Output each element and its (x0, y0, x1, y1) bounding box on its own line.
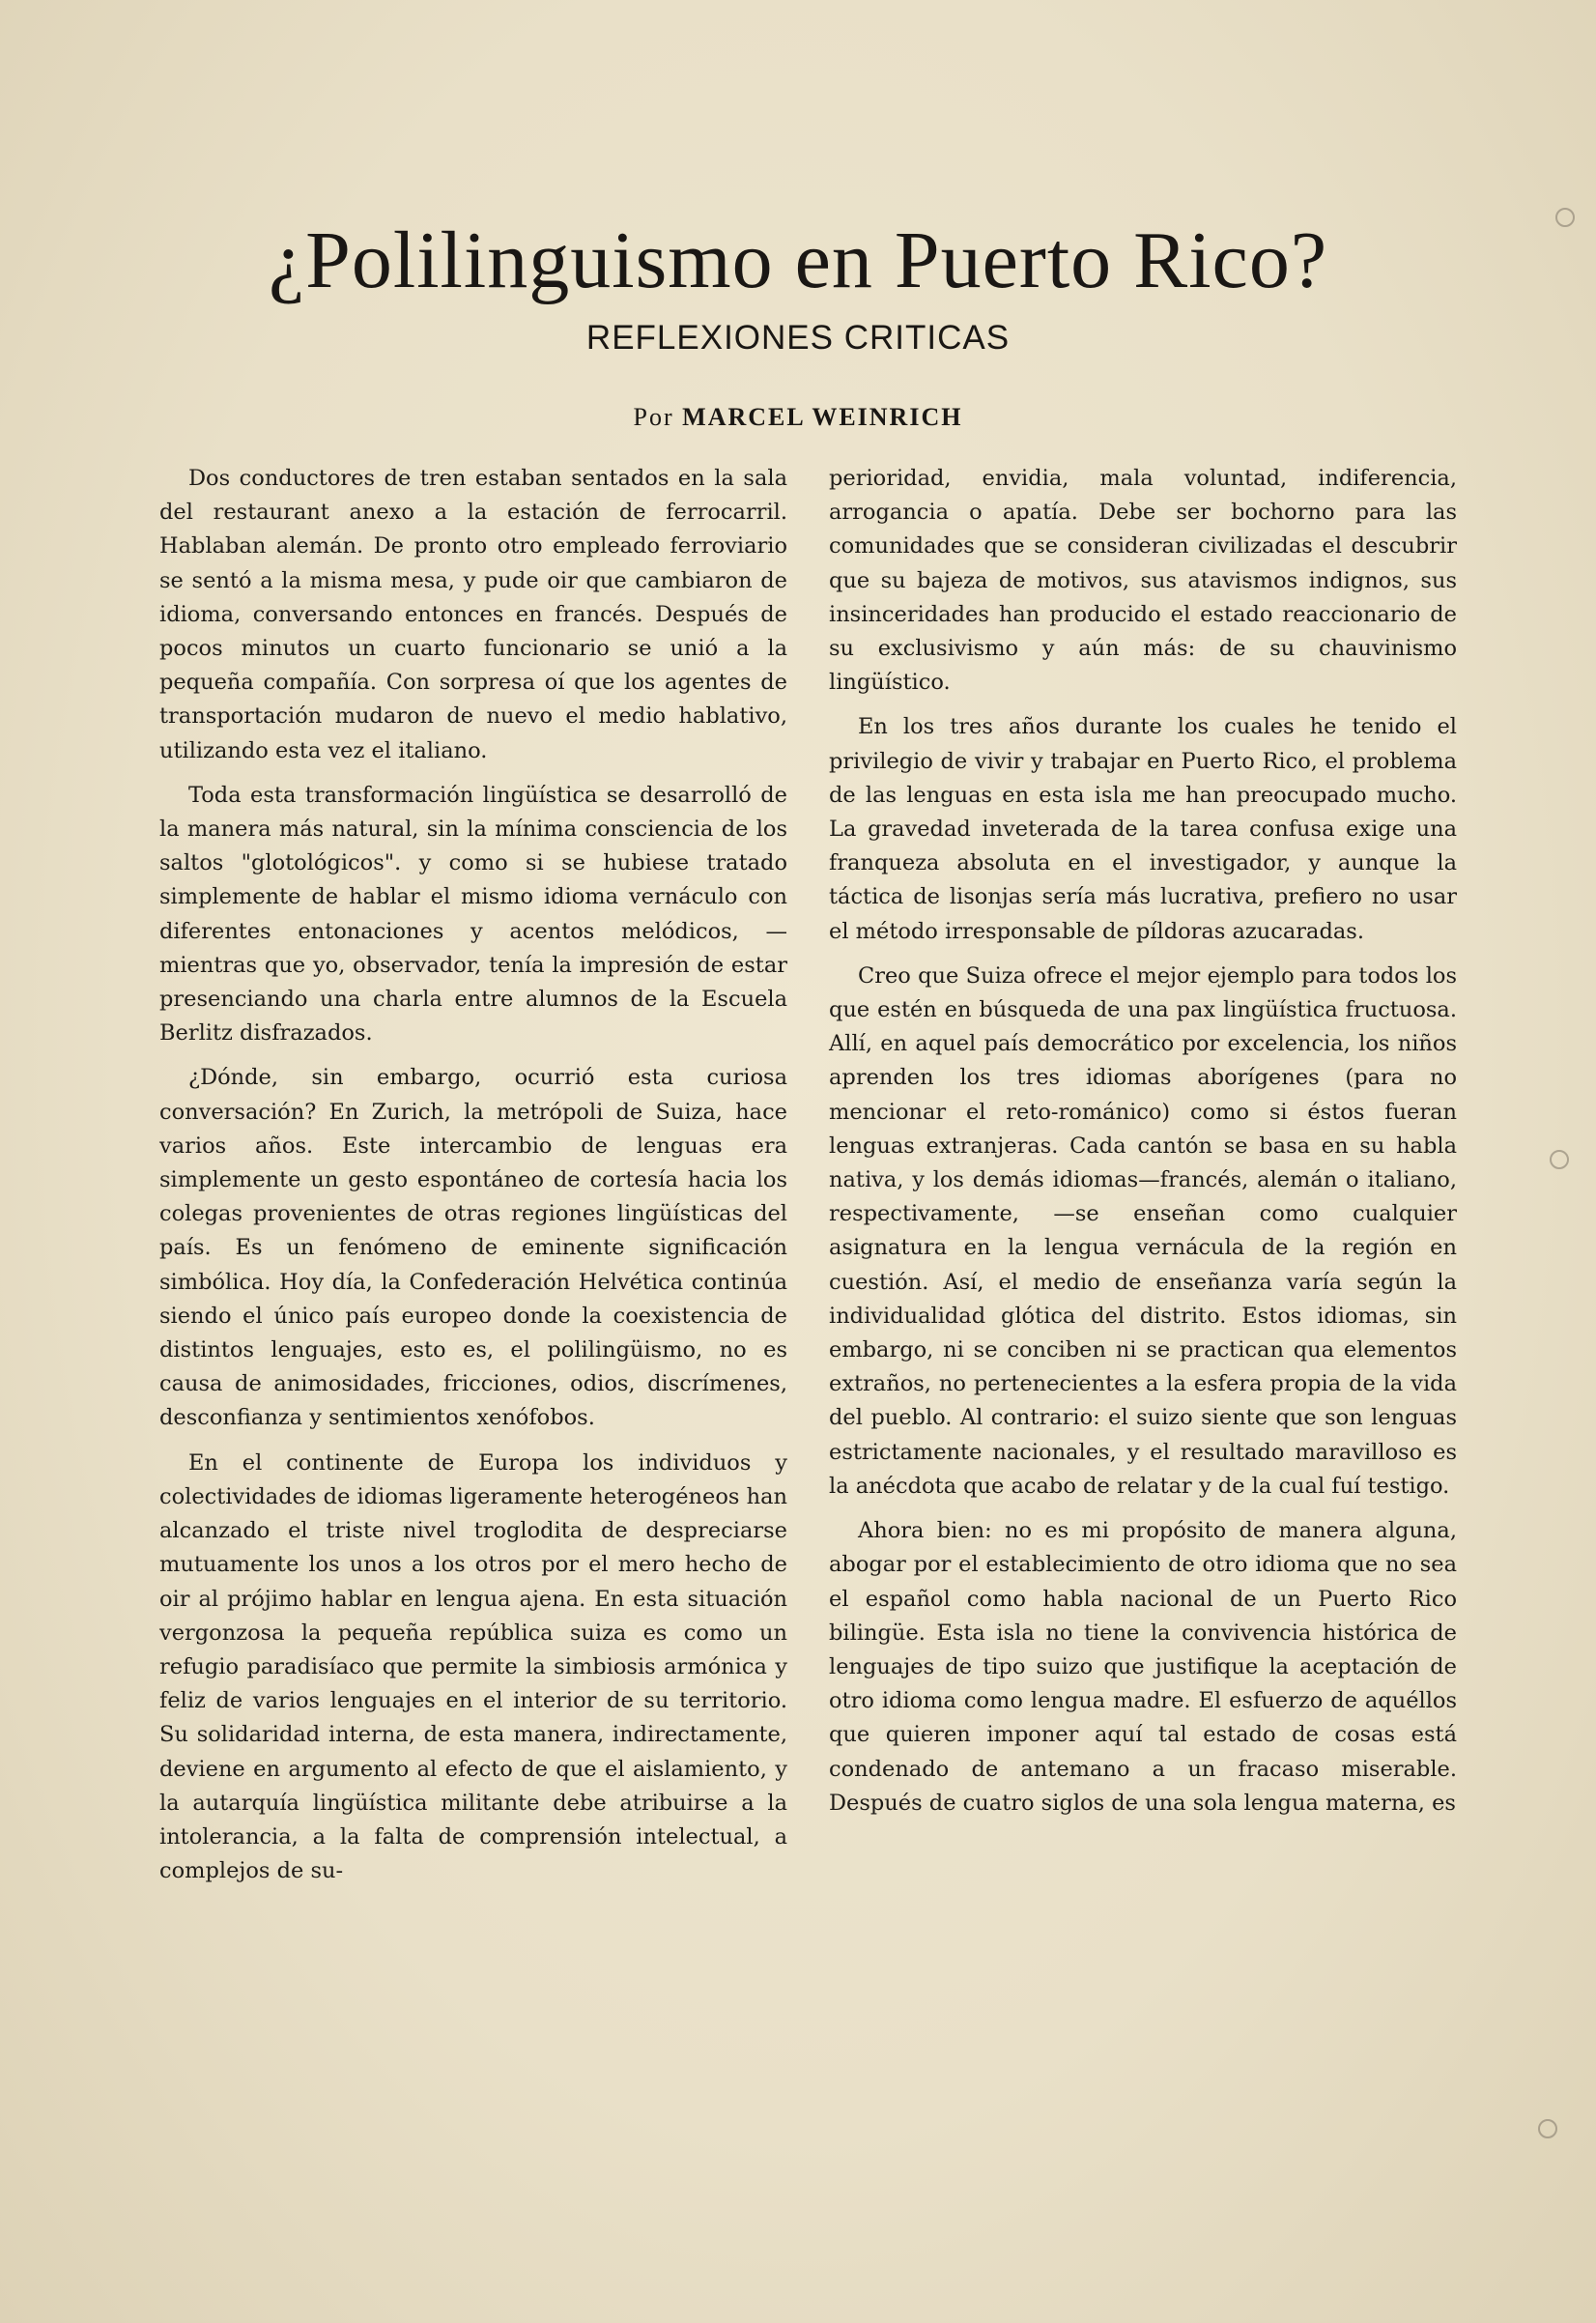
paragraph: En el continente de Europa los individuos y colectividades de idiomas ligeramente heterogéneos han alcanzado el triste nivel troglodita de despreciarse mutuamente los unos a los otros por el mero hecho de oir al prójimo hablar en lengua ajena. En esta situación vergonzosa la pequeña república suiza es como un refugio paradisíaco que permite la simbiosis armónica y feliz de varios lenguajes en el interior de su territorio. Su solidaridad interna, de esta manera, indirectamente, deviene en argumento al efecto de que el aislamiento, y la autarquía lingüística militante debe atribuirse a la intolerancia, a la falta de comprensión intelectual, a complejos de su- (159, 1449, 787, 1884)
byline-prefix: Por (633, 403, 674, 431)
paragraph: Dos conductores de tren estaban sentados en la sala del restaurant anexo a la estación de ferrocarril. Hablaban alemán. De pronto otro empleado ferroviario se sentó a la misma mesa, y pude oir que cambiaron de idioma, conversando entonces en francés. Después de pocos minutos un cuarto funcionario se unió a la pequeña compañía. Con sorpresa oí que los agentes de transportación mudaron de nuevo el medio hablativo, utilizando esta vez el italiano. (159, 466, 787, 763)
paragraph: En los tres años durante los cuales he tenido el privilegio de vivir y trabajar en Puerto Rico, el problema de las lenguas en esta isla me han preocupado mucho. La gravedad inveterada de la tarea confusa exige una franqueza absoluta en el investigador, y aunque la táctica de lisonjas sería más lucrativa, prefiero no usar el método irresponsable de píldoras azucaradas. (829, 714, 1457, 944)
binding-hole-mark (1538, 2119, 1557, 2138)
paragraph: Toda esta transformación lingüística se desarrolló de la manera más natural, sin la mínima consciencia de los saltos "glotológicos". y como si se hubiese tratado simplemente de hablar el mismo idioma vernáculo con diferentes entonaciones y acentos melódicos, — mientras que yo, observador, tenía la impresión de estar presenciando una charla entre alumnos de la Escuela Berlitz disfrazados. (159, 782, 787, 1047)
right-column (829, 462, 1457, 1831)
paragraph: Creo que Suiza ofrece el mejor ejemplo para todos los que estén en búsqueda de una pax lingüística fructuosa. Allí, en aquel país democrático por excelencia, los niños aprenden los tres idiomas aborígenes (para no mencionar el reto-románico) como si éstos fueran lenguas extranjeras. Cada cantón se basa en su habla nativa, y los demás idiomas—francés, alemán o italiano, respectivamente, —se enseñan como cualquier asignatura en la lengua vernácula de la región en cuestión. Así, el medio de enseñanza varía según la individualidad glótica del distrito. Estos idiomas, sin embargo, ni se conciben ni se practican qua elementos extraños, no pertenecientes a la esfera propia de la vida del pueblo. Al contrario: el suizo siente que son lenguas estrictamente nacionales, y el resultado maravilloso es la anécdota que acabo de relatar y de la cual fuí testigo. (829, 962, 1457, 1499)
binding-hole-mark (1550, 1150, 1569, 1169)
paragraph: Ahora bien: no es mi propósito de manera alguna, abogar por el establecimiento de otro idioma que no sea el español como habla nacional de un Puerto Rico bilingüe. Esta isla no tiene la convivencia histórica de lenguajes de tipo suizo que justifique la aceptación de otro idioma como lengua madre. El esfuerzo de aquéllos que quieren imponer aquí tal estado de cosas está condenado de antemano a un fracaso miserable. Después de cuatro siglos de una sola lengua materna, es (829, 1518, 1457, 1816)
article-title: ¿Polilinguismo en Puerto Rico? (268, 215, 1328, 305)
paragraph: perioridad, envidia, mala voluntad, indiferencia, arrogancia o apatía. Debe ser bochorno para las comunidades que se consideran civilizadas el descubrir que su bajeza de motivos, sus atavismos indignos, sus insinceridades han producido el estado reaccionario de su exclusivismo y aún más: de su chauvinismo lingüístico. (829, 466, 1457, 696)
left-column (159, 462, 787, 1899)
article-subtitle: REFLEXIONES CRITICAS (585, 319, 1011, 357)
paragraph: ¿Dónde, sin embargo, ocurrió esta curiosa conversación? En Zurich, la metrópoli de Suiza, hace varios años. Este intercambio de lenguas era simplemente un gesto espontáneo de cortesía hacia los colegas provenientes de otras regiones lingüísticas del país. Es un fenómeno de eminente significación simbólica. Hoy día, la Confederación Helvética continúa siendo el único país europeo donde la coexistencia de distintos lenguajes, esto es, el polilingüismo, no es causa de animosidades, fricciones, odios, discrímenes, desconfianza y sentimientos xenófobos. (159, 1065, 787, 1431)
binding-hole-mark (1555, 208, 1575, 227)
byline (0, 403, 1596, 432)
author-name: MARCEL WEINRICH (682, 403, 963, 431)
